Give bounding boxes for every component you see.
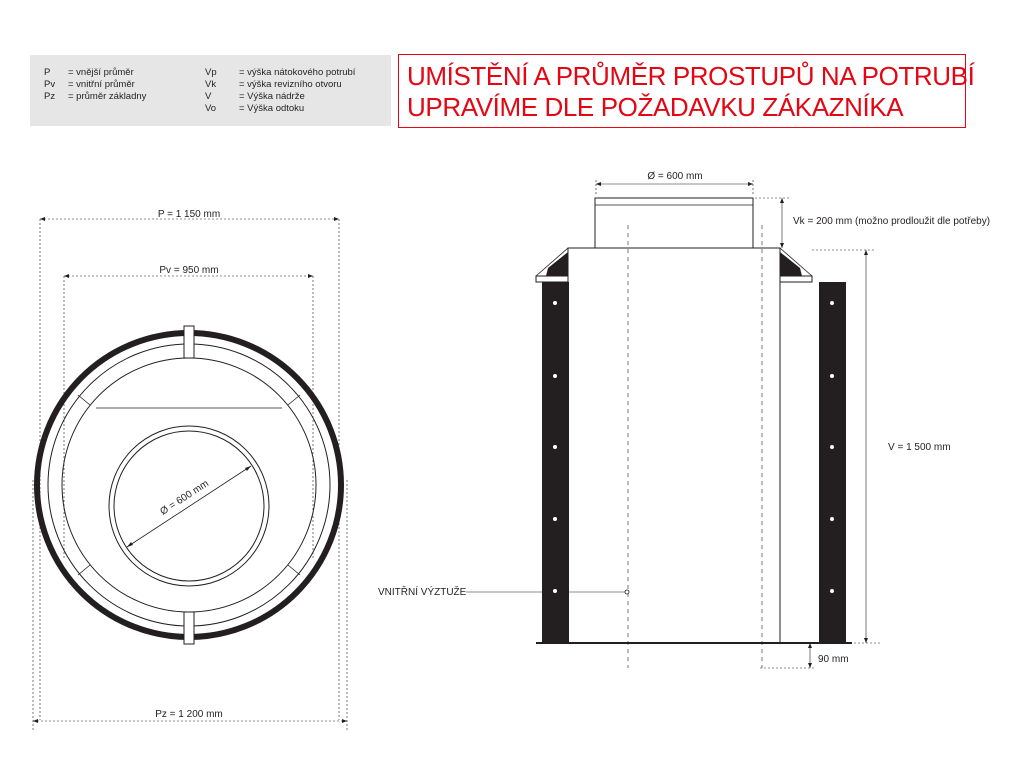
opening-diameter-label: Ø = 600 mm [158,478,211,518]
neck-height-label: Vk = 200 mm (možno prodloužit dle potřeby) [793,216,991,227]
opening-inner-circle [114,431,264,581]
side-view [466,180,880,668]
tank-body [568,248,780,643]
top-view [33,217,347,730]
opening-outer-circle [109,426,269,586]
rivet [830,301,834,305]
opening-diameter-line [127,466,251,547]
neck-diameter-label: Ø = 600 mm [647,171,703,182]
base-diameter-label: Pz = 1 200 mm [155,709,223,720]
base-height-label: 90 mm [818,654,849,665]
reinforcement-rib [78,395,90,405]
legend-description: = vnější průměr [68,67,134,78]
rivet [830,374,834,378]
legend-code: Vo [205,103,217,114]
reinforcement-rib [288,395,300,405]
right-top-flange [780,276,812,282]
rivet [553,445,557,449]
legend-code: P [44,67,51,78]
notice-line-1: UMÍSTĚNÍ A PRŮMĚR PROSTUPŮ NA POTRUBÍ [407,61,975,91]
rivet [830,589,834,593]
rib-circle [62,358,316,612]
reinforcement-rib [288,565,300,575]
reinforcement-label: VNITŘNÍ VÝZTUŽE [378,587,467,598]
rivet [553,374,557,378]
outer-wall-ring [37,333,341,637]
legend-description: = průměr základny [68,91,147,102]
inner-wall-circle [48,344,330,626]
inspection-neck [595,198,753,248]
legend-description: = vnitřní průměr [68,79,135,90]
bottom-clamp [184,612,194,644]
reinforcement-rib [78,565,90,575]
legend-description: = výška nátokového potrubí [239,67,356,78]
leader-end-marker [625,590,629,594]
legend-code: Vp [205,67,217,78]
top-clamp [184,326,194,358]
legend-code: Vk [205,79,217,90]
rivet [553,301,557,305]
rivet [553,517,557,521]
right-wall [819,282,846,643]
left-top-flange [536,276,568,282]
legend-code: Pv [44,79,56,90]
rivet [830,445,834,449]
inner-diameter-label: Pv = 950 mm [159,265,219,276]
rivet [553,589,557,593]
legend-description: = Výška odtoku [239,103,305,114]
legend-description: = Výška nádrže [239,91,305,102]
legend-code: Pz [44,91,56,102]
legend-description: = výška revizního otvoru [239,79,342,90]
outer-diameter-label: P = 1 150 mm [157,209,221,220]
rivet [830,517,834,521]
left-wall [542,282,569,643]
legend-code: V [205,91,212,102]
notice-line-2: UPRAVÍME DLE POŽADAVKU ZÁKAZNÍKA [407,92,904,122]
tank-height-label: V = 1 500 mm [888,442,951,453]
